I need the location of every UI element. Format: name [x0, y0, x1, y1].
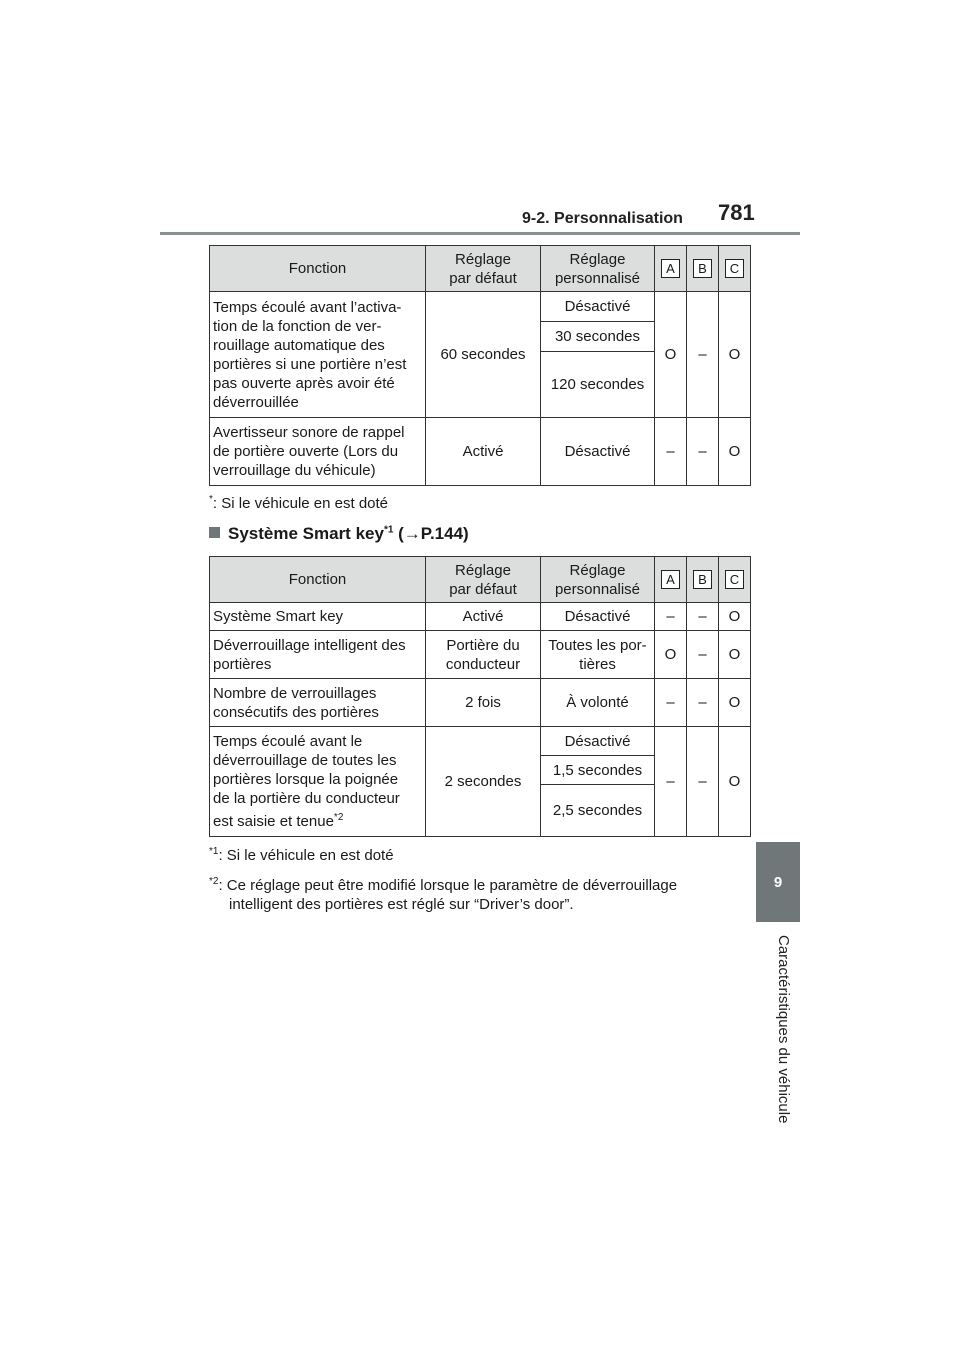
- header-fonction: Fonction: [210, 246, 426, 292]
- arrow-icon: →: [403, 524, 421, 543]
- header-b: B: [687, 246, 719, 292]
- header-c: C: [719, 246, 751, 292]
- cell-c: O: [719, 727, 751, 837]
- cell-option: 2,5 secondes: [541, 785, 655, 837]
- cell-b: –: [687, 292, 719, 418]
- cell-a: –: [655, 727, 687, 837]
- table-row: [210, 727, 751, 756]
- cell-a: O: [655, 292, 687, 418]
- cell-fonction: Temps écoulé avant l’activa- tion de la fonction de ver- rouillage automatique des portières si une portière n’est pas ouverte après avoir été déverrouillée: [210, 292, 426, 418]
- header-reglage-perso: Réglage personnalisé: [541, 557, 655, 603]
- cell-defaut: 60 secondes: [426, 292, 541, 418]
- header-a: A: [655, 557, 687, 603]
- cell-option: 30 secondes: [541, 322, 655, 352]
- cell-a: –: [655, 679, 687, 727]
- cell-option: 120 secondes: [541, 352, 655, 418]
- chapter-tab-number: 9: [756, 842, 800, 922]
- section-bullet-icon: [209, 527, 220, 538]
- cell-b: –: [687, 679, 719, 727]
- cell-defaut: 2 fois: [426, 679, 541, 727]
- cell-fonction: Temps écoulé avant le déverrouillage de toutes les portières lorsque la poignée de la portière du conducteur est saisie et tenue$^{*2}$: [210, 727, 426, 837]
- cell-a: O: [655, 631, 687, 679]
- settings-table-1: [209, 245, 751, 486]
- table-header-row: [210, 246, 751, 292]
- cell-defaut: Activé: [426, 418, 541, 486]
- section-title: Système Smart key$^{*1}$ (→P.144): [209, 524, 469, 544]
- table-row: [210, 292, 751, 322]
- cell-option: À volonté: [541, 679, 655, 727]
- cell-c: O: [719, 418, 751, 486]
- section-header: 9-2. Personnalisation: [522, 210, 683, 227]
- cell-defaut: Activé: [426, 603, 541, 631]
- table-row: [210, 603, 751, 631]
- header-c: C: [719, 557, 751, 603]
- chapter-tab-label: Caractéristiques du véhicule: [775, 935, 792, 1124]
- table-header-row: [210, 557, 751, 603]
- cell-fonction: Système Smart key: [210, 603, 426, 631]
- cell-fonction: Nombre de verrouillages consécutifs des portières: [210, 679, 426, 727]
- cell-option: Désactivé: [541, 292, 655, 322]
- cell-defaut: Portière du conducteur: [426, 631, 541, 679]
- cell-b: –: [687, 631, 719, 679]
- table1-footnote: *: Si le véhicule en est doté: [209, 494, 389, 512]
- header-a: A: [655, 246, 687, 292]
- cell-option: Désactivé: [541, 603, 655, 631]
- header-b: B: [687, 557, 719, 603]
- cell-defaut: 2 secondes: [426, 727, 541, 837]
- cell-fonction: Avertisseur sonore de rappel de portière ouverte (Lors du verrouillage du véhicule): [210, 418, 426, 486]
- cell-c: O: [719, 292, 751, 418]
- cell-option: 1,5 secondes: [541, 756, 655, 785]
- footnote-1: $^{*1}$: Si le véhicule en est doté: [209, 846, 394, 864]
- cell-b: –: [687, 418, 719, 486]
- cell-c: O: [719, 679, 751, 727]
- settings-table-2: [209, 556, 751, 837]
- header-reglage-perso: Réglage personnalisé: [541, 246, 655, 292]
- cell-c: O: [719, 631, 751, 679]
- cell-fonction: Déverrouillage intelligent des portières: [210, 631, 426, 679]
- table-row: [210, 418, 751, 486]
- cell-option: Désactivé: [541, 727, 655, 756]
- table-row: [210, 631, 751, 679]
- table-row: [210, 679, 751, 727]
- cell-c: O: [719, 603, 751, 631]
- header-fonction: Fonction: [210, 557, 426, 603]
- cell-option: Désactivé: [541, 418, 655, 486]
- header-rule: [160, 232, 800, 235]
- cell-a: –: [655, 418, 687, 486]
- cell-a: –: [655, 603, 687, 631]
- header-reglage-defaut: Réglage par défaut: [426, 246, 541, 292]
- cell-b: –: [687, 603, 719, 631]
- header-reglage-defaut: Réglage par défaut: [426, 557, 541, 603]
- page-number: 781: [718, 200, 755, 225]
- cell-option: Toutes les por- tières: [541, 631, 655, 679]
- cell-b: –: [687, 727, 719, 837]
- footnote-2: $^{*2}$: Ce réglage peut être modifié lorsque le paramètre de déverrouillage intelligent des portières est réglé sur “Driver’s door”.: [209, 876, 678, 913]
